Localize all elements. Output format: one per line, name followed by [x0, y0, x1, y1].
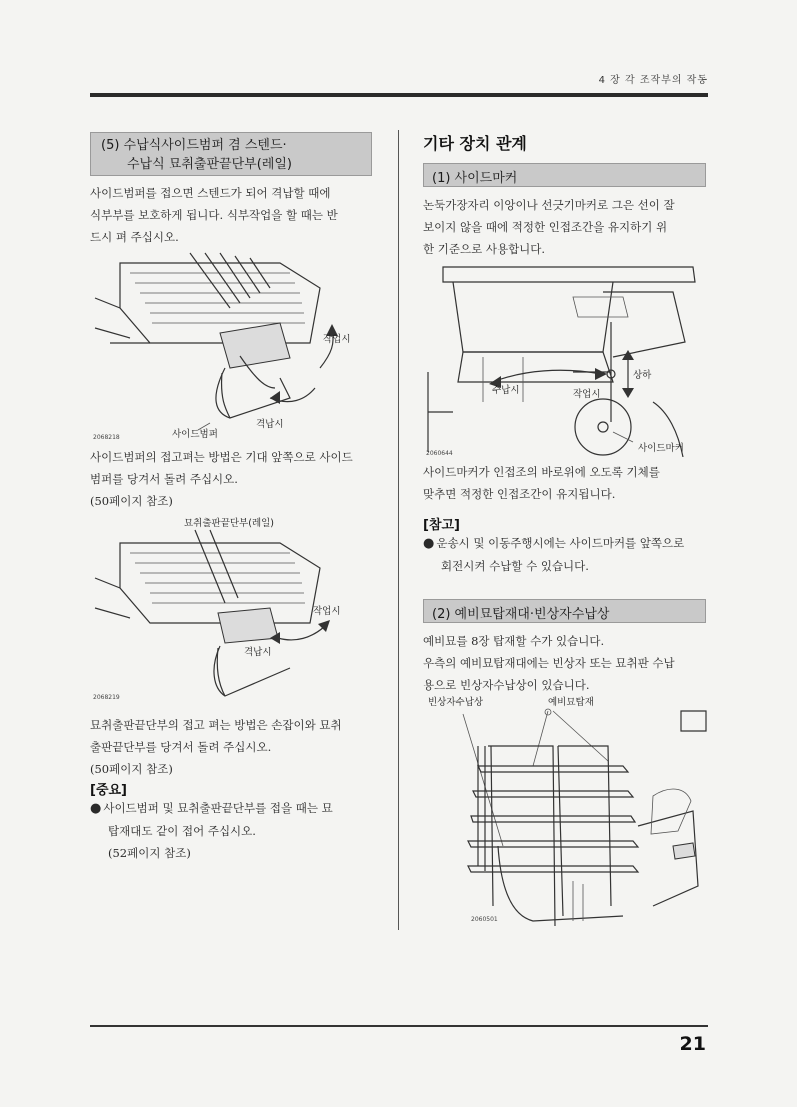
fig2-rail-label: 묘취출판끝단부(레일): [184, 518, 275, 529]
text-line: 논둑가장자리 이앙이나 선긋기마커로 그은 선이 잘: [423, 198, 675, 212]
fig3-stow-label: 수납시: [492, 385, 520, 396]
page-number: 21: [679, 1033, 706, 1055]
right-para-2: [423, 461, 713, 505]
fig4-code: 2060501: [471, 916, 498, 923]
left-para-1: [90, 182, 390, 248]
text-line: 예비묘를 8장 탑재할 수가 있습니다.: [423, 634, 605, 648]
text-line: 사이드마커가 인접조의 바로위에 오도록 기체를: [423, 465, 660, 479]
text-line: 출판끝단부를 당겨서 돌려 주십시오.: [90, 740, 272, 754]
header-rule: [90, 93, 708, 97]
text-line: 운송시 및 이동주행시에는 사이드마커를 앞쪽으로: [436, 536, 685, 550]
fig1-stow-label: 격납시: [256, 419, 284, 430]
reference-note: [423, 532, 713, 577]
chapter-header: 4 장 각 조작부의 작동: [598, 75, 708, 86]
rail-figure: [90, 528, 390, 708]
fig2-code: 2068219: [93, 694, 120, 701]
section-5-line1: (5) 수납식사이드범퍼 겸 스텐드·: [101, 138, 287, 153]
fig1-code: 2068218: [93, 434, 120, 441]
text-line: 회전시켜 수납할 수 있습니다.: [441, 559, 589, 573]
important-title: [중요]: [90, 783, 127, 798]
left-para-3: [90, 714, 390, 780]
right-para-3: [423, 630, 713, 696]
text-line: 용으로 빈상자수납상이 있습니다.: [423, 678, 590, 692]
fig3-marker-label: 사이드마커: [638, 443, 684, 454]
text-line: 탑재대도 같이 접어 주십시오.: [108, 824, 256, 838]
text-line: (50페이지 참조): [90, 762, 173, 776]
text-line: 맞추면 적정한 인접조간이 유지됩니다.: [423, 487, 616, 501]
section-2-heading: (2) 예비묘탑재대·빈상자수납상: [423, 599, 706, 623]
text-line: 한 기준으로 사용합니다.: [423, 242, 546, 256]
fig1-work-label: 작업시: [323, 334, 351, 345]
important-note: [90, 797, 390, 864]
fig3-code: 2060644: [426, 450, 453, 457]
fig1-bumper-label: 사이드범퍼: [172, 429, 218, 440]
section-5-line2: 수납식 묘취출판끝단부(레일): [127, 157, 292, 172]
footer-rule: [90, 1025, 708, 1027]
fig4-box-label: 빈상자수납상: [428, 697, 484, 708]
text-line: 사이드범퍼의 접고펴는 방법은 기대 앞쪽으로 사이드: [90, 450, 353, 464]
bullet-icon: ●: [423, 536, 435, 551]
fig2-stow-label: 격납시: [244, 647, 272, 658]
text-line: 드시 펴 주십시오.: [90, 230, 179, 244]
right-para-1: [423, 194, 713, 260]
reference-title: [참고]: [423, 518, 460, 533]
column-divider: [398, 130, 399, 930]
fig3-work-label: 작업시: [573, 389, 601, 400]
left-para-2: [90, 446, 390, 512]
text-line: (52페이지 참조): [108, 846, 191, 860]
text-line: 사이드범퍼를 접으면 스텐드가 되어 격납할 때에: [90, 186, 331, 200]
side-marker-figure: [423, 262, 703, 457]
side-bumper-figure: [90, 248, 390, 443]
fig2-work-label: 작업시: [313, 606, 341, 617]
bullet-icon: ●: [90, 801, 102, 816]
right-title: 기타 장치 관계: [423, 134, 527, 153]
text-line: 묘취출판끝단부의 접고 펴는 방법은 손잡이와 묘취: [90, 718, 342, 732]
text-line: 식부부를 보호하게 됩니다. 식부작업을 할 때는 반: [90, 208, 338, 222]
fig4-seedling-label: 예비묘탑재: [548, 697, 594, 708]
text-line: 사이드범퍼 및 묘취출판끝단부를 접을 때는 묘: [103, 801, 333, 815]
section-1-heading: (1) 사이드마커: [423, 163, 706, 187]
text-line: 우측의 예비묘탑재대에는 빈상자 또는 묘취판 수납: [423, 656, 675, 670]
fig3-updown-label: 상하: [633, 370, 652, 381]
text-line: 보이지 않을 때에 적정한 인접조간을 유지하기 위: [423, 220, 668, 234]
seedling-rack-figure: [423, 706, 708, 931]
text-line: (50페이지 참조): [90, 494, 173, 508]
text-line: 범퍼를 당겨서 돌려 주십시오.: [90, 472, 238, 486]
section-5-heading: [90, 132, 372, 176]
